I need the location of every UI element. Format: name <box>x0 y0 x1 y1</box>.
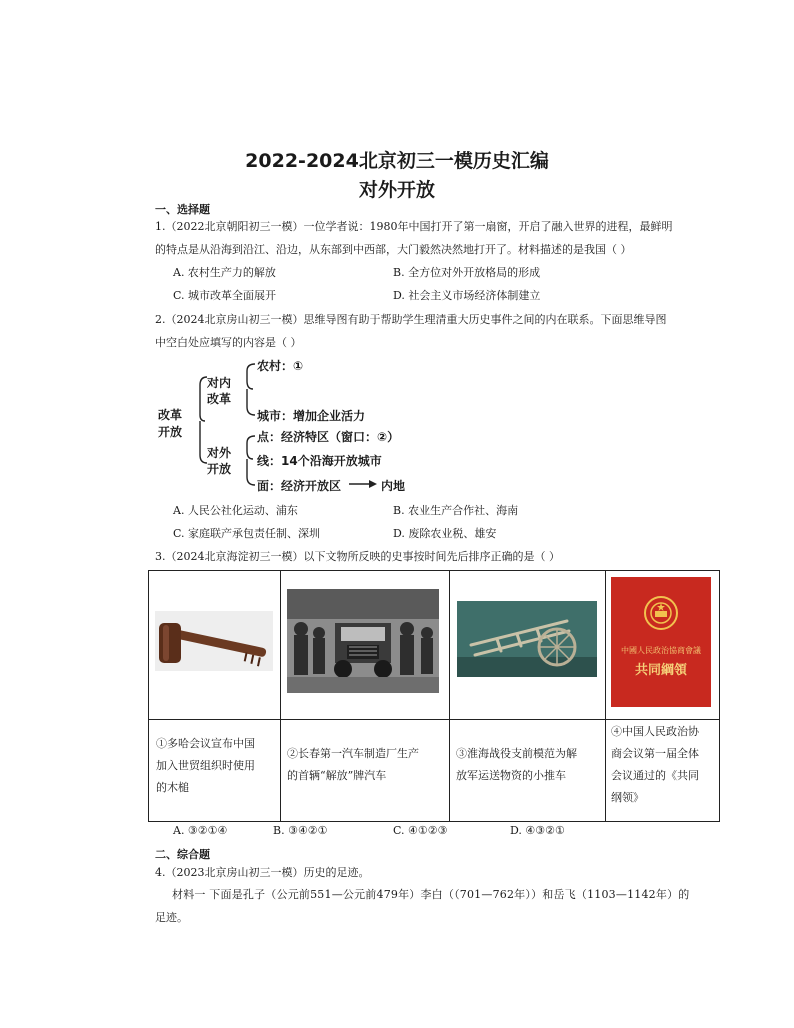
q3-stem: 3.（2024北京海淀初三一模）以下文物所反映的史事按时间先后排序正确的是（ ） <box>155 550 560 563</box>
national-emblem-icon <box>643 595 679 631</box>
q4-stem: 4.（2023北京房山初三一模）历史的足迹。 <box>155 866 370 879</box>
document-title: 2022-2024北京初三一模历史汇编 <box>245 150 549 172</box>
common-program-book <box>611 577 711 707</box>
q4-material-line1: 材料一 下面是孔子（公元前551—公元前479年）李白（（701—762年））和岳飞（1103—1142年）的 <box>172 888 690 901</box>
mind-map-inner-line1: 对内 <box>207 376 232 390</box>
q2-stem-line1: 2.（2024北京房山初三一模）思维导图有助于帮助学生理清重大历史事件之间的内在联系。下面思维导图 <box>155 313 667 326</box>
q1-stem-line2: 的特点是从沿海到沿江、沿边，从东部到中西部，大门毅然决然地打开了。材料描述的是我国（ ） <box>155 243 632 256</box>
mind-map-root-line1: 改革 <box>158 408 183 422</box>
mind-map-outer-line1: 对外 <box>207 446 232 460</box>
book-title-line2: 共同綱領 <box>634 663 687 678</box>
mind-map-area: 面：经济开放区 <box>257 479 342 493</box>
artifact-table <box>148 570 720 822</box>
artifact-caption-3: ③淮海战役支前模范为解 放军运送物资的小推车 <box>456 747 577 782</box>
artifact-caption-2: ②长春第一汽车制造厂生产 的首辆“解放”牌汽车 <box>287 747 419 782</box>
artifact-caption-1: ①多哈会议宣布中国 加入世贸组织时使用 的木槌 <box>156 737 255 794</box>
truck-photo <box>287 589 439 693</box>
q3-option-a: A. ③②①④ <box>173 824 228 837</box>
document-subtitle: 对外开放 <box>358 179 435 201</box>
mind-map-root-line2: 开放 <box>158 425 183 439</box>
gavel-image <box>155 611 273 671</box>
mind-map-rural: 农村：① <box>257 359 304 373</box>
q2-option-b: B. 农业生产合作社、海南 <box>393 504 519 517</box>
q1-option-c: C. 城市改革全面展开 <box>173 289 277 302</box>
mind-map-brackets <box>155 355 435 495</box>
q4-material-line2: 足迹。 <box>155 911 188 924</box>
q2-option-d: D. 废除农业税、雄安 <box>393 527 497 540</box>
mind-map <box>155 355 435 495</box>
q1-option-a: A. 农村生产力的解放 <box>173 266 276 279</box>
wheelbarrow-image <box>457 601 597 677</box>
q1-stem-line1: 1.（2022北京朝阳初三一模）一位学者说：1980年中国打开了第一扇窗，开启了融入世界的进程，最鲜明 <box>155 220 673 233</box>
mind-map-point: 点：经济特区（窗口：②） <box>257 430 400 444</box>
mind-map-line: 线：14个沿海开放城市 <box>257 454 382 468</box>
q1-option-b: B. 全方位对外开放格局的形成 <box>393 266 541 279</box>
q3-option-b: B. ③④②① <box>273 824 328 837</box>
q2-option-a: A. 人民公社化运动、浦东 <box>173 504 298 517</box>
section-heading-choice: 一、选择题 <box>155 203 210 216</box>
q3-option-c: C. ④①②③ <box>393 824 448 837</box>
mind-map-inland: 内地 <box>381 479 406 493</box>
mind-map-inner-line2: 改革 <box>207 392 232 406</box>
q2-option-c: C. 家庭联产承包责任制、深圳 <box>173 527 321 540</box>
q2-stem-line2: 中空白处应填写的内容是（ ） <box>155 336 302 349</box>
q3-option-d: D. ④③②① <box>510 824 565 837</box>
section-heading-comprehensive: 二、综合题 <box>155 848 210 861</box>
artifact-caption-4: ④中国人民政治协 商会议第一届全体 会议通过的《共同 纲领》 <box>611 725 699 804</box>
mind-map-city: 城市：增加企业活力 <box>257 409 366 423</box>
q1-option-d: D. 社会主义市场经济体制建立 <box>393 289 541 302</box>
book-title-line1: 中國人民政治協商會議 <box>621 646 701 655</box>
mind-map-outer-line2: 开放 <box>207 462 232 476</box>
